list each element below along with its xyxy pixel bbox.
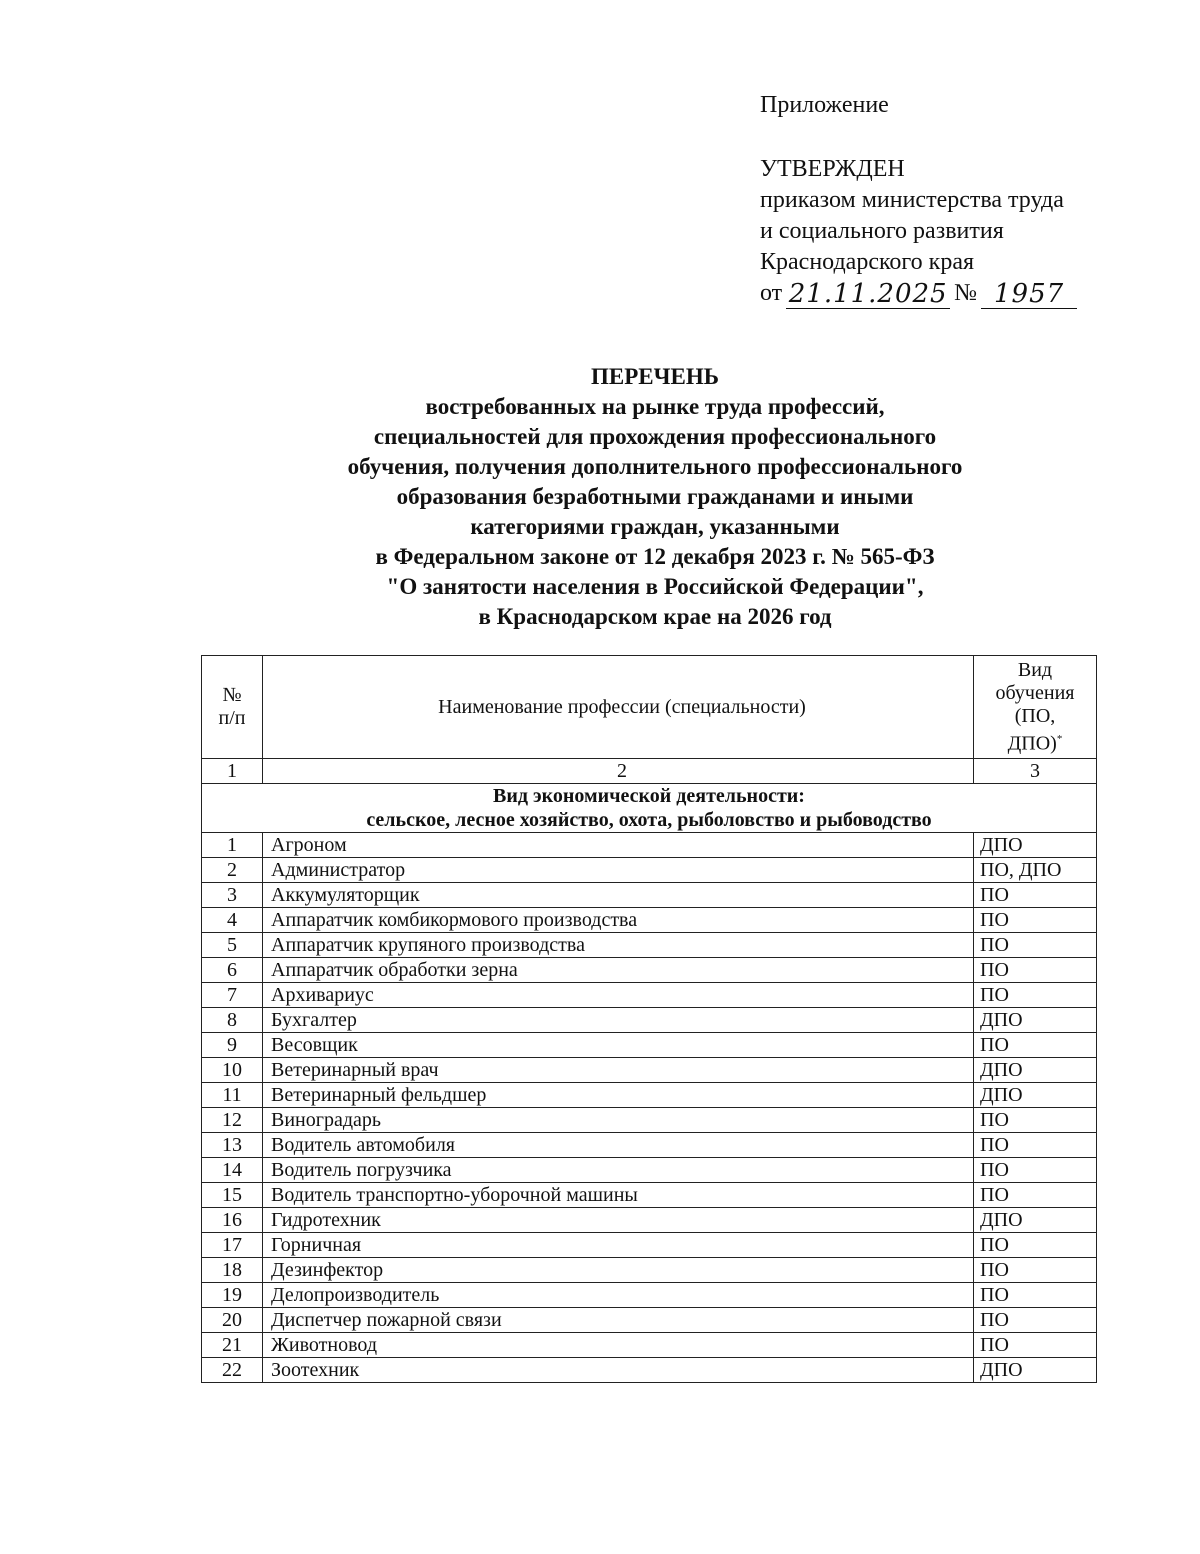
title-heading: ПЕРЕЧЕНЬ [591, 364, 719, 389]
row-number: 12 [202, 1108, 263, 1133]
row-profession-name: Горничная [263, 1233, 974, 1258]
row-profession-name: Делопроизводитель [263, 1283, 974, 1308]
table-row [202, 1283, 1097, 1308]
row-profession-name: Зоотехник [263, 1358, 974, 1383]
row-number: 4 [202, 908, 263, 933]
table-row [202, 1083, 1097, 1108]
approval-line-2: и социального развития [760, 218, 1004, 244]
row-profession-name: Ветеринарный фельдшер [263, 1083, 974, 1108]
row-profession-name: Бухгалтер [263, 1008, 974, 1033]
table-row [202, 1258, 1097, 1283]
table-row [202, 1033, 1097, 1058]
row-training-type: ПО [974, 1133, 1097, 1158]
row-training-type: ПО [974, 1033, 1097, 1058]
row-training-type: ДПО [974, 1058, 1097, 1083]
row-number: 7 [202, 983, 263, 1008]
section-row [202, 784, 1097, 833]
row-training-type: ПО [974, 1308, 1097, 1333]
table-row [202, 1333, 1097, 1358]
order-date-number [760, 278, 1180, 309]
row-training-type: ДПО [974, 1208, 1097, 1233]
section-title: Вид экономической деятельности: сельское, лесное хозяйство, охота, рыболовство и рыбоводство [202, 784, 1097, 833]
title-line: категориями граждан, указанными [470, 514, 840, 539]
title-line: обучения, получения дополнительного профессионального [347, 454, 963, 479]
table-row [202, 1108, 1097, 1133]
row-profession-name: Аппаратчик крупяного производства [263, 933, 974, 958]
title-line: образования безработными гражданами и иными [396, 484, 914, 509]
table-header-row [202, 656, 1097, 759]
row-profession-name: Диспетчер пожарной связи [263, 1308, 974, 1333]
table-row [202, 1133, 1097, 1158]
table-row [202, 1358, 1097, 1383]
approval-line-3: Краснодарского края [760, 249, 975, 275]
row-number: 22 [202, 1358, 263, 1383]
row-training-type: ПО [974, 1158, 1097, 1183]
row-training-type: ДПО [974, 833, 1097, 858]
row-training-type: ДПО [974, 1358, 1097, 1383]
number-label: № [954, 280, 978, 306]
row-training-type: ПО, ДПО [974, 858, 1097, 883]
row-number: 15 [202, 1183, 263, 1208]
row-profession-name: Водитель транспортно-уборочной машины [263, 1183, 974, 1208]
row-profession-name: Водитель погрузчика [263, 1158, 974, 1183]
row-number: 1 [202, 833, 263, 858]
row-training-type: ПО [974, 1183, 1097, 1208]
row-number: 6 [202, 958, 263, 983]
row-profession-name: Ветеринарный врач [263, 1058, 974, 1083]
row-training-type: ДПО [974, 1083, 1097, 1108]
title-line: специальностей для прохождения профессионального [373, 424, 937, 449]
row-number: 5 [202, 933, 263, 958]
row-training-type: ПО [974, 1233, 1097, 1258]
row-profession-name: Архивариус [263, 983, 974, 1008]
table-row [202, 1233, 1097, 1258]
approval-block [760, 90, 1180, 309]
table-row [202, 958, 1097, 983]
row-training-type: ПО [974, 883, 1097, 908]
row-profession-name: Дезинфектор [263, 1258, 974, 1283]
row-number: 17 [202, 1233, 263, 1258]
appendix-label: Приложение [760, 92, 889, 118]
row-profession-name: Гидротехник [263, 1208, 974, 1233]
column-number-3: 3 [974, 759, 1097, 784]
row-profession-name: Аккумуляторщик [263, 883, 974, 908]
title-line: "О занятости населения в Российской Федерации", [386, 574, 924, 599]
row-profession-name: Аппаратчик обработки зерна [263, 958, 974, 983]
column-number-1: 1 [202, 759, 263, 784]
row-number: 9 [202, 1033, 263, 1058]
row-training-type: ПО [974, 933, 1097, 958]
title-line: востребованных на рынке труда профессий, [425, 394, 885, 419]
professions-table [201, 655, 1097, 1383]
table-row [202, 908, 1097, 933]
row-training-type: ДПО [974, 1008, 1097, 1033]
row-number: 14 [202, 1158, 263, 1183]
column-number-2: 2 [263, 759, 974, 784]
row-number: 19 [202, 1283, 263, 1308]
handwritten-number: 1957 [981, 280, 1077, 309]
table-row [202, 983, 1097, 1008]
table-row [202, 1183, 1097, 1208]
row-number: 11 [202, 1083, 263, 1108]
approval-line-1: приказом министерства труда [760, 187, 1064, 213]
row-training-type: ПО [974, 1283, 1097, 1308]
row-number: 13 [202, 1133, 263, 1158]
row-number: 20 [202, 1308, 263, 1333]
table-row [202, 933, 1097, 958]
row-profession-name: Агроном [263, 833, 974, 858]
table-row [202, 1208, 1097, 1233]
row-number: 2 [202, 858, 263, 883]
row-profession-name: Водитель автомобиля [263, 1133, 974, 1158]
row-profession-name: Животновод [263, 1333, 974, 1358]
table-row [202, 883, 1097, 908]
handwritten-date: 21.11.2025 [786, 280, 950, 309]
row-number: 10 [202, 1058, 263, 1083]
row-number: 8 [202, 1008, 263, 1033]
table-row [202, 1058, 1097, 1083]
header-type: Вид обучения (ПО, ДПО)* [974, 656, 1097, 759]
from-label: от [760, 280, 783, 306]
row-number: 3 [202, 883, 263, 908]
document-title [200, 362, 1110, 632]
table-row [202, 1008, 1097, 1033]
table-row [202, 1308, 1097, 1333]
header-name: Наименование профессии (специальности) [263, 656, 974, 759]
row-number: 21 [202, 1333, 263, 1358]
table-row [202, 858, 1097, 883]
row-number: 18 [202, 1258, 263, 1283]
table-row [202, 833, 1097, 858]
row-profession-name: Администратор [263, 858, 974, 883]
column-numbers-row [202, 759, 1097, 784]
row-number: 16 [202, 1208, 263, 1233]
title-line: в Краснодарском крае на 2026 год [478, 604, 832, 629]
row-profession-name: Аппаратчик комбикормового производства [263, 908, 974, 933]
row-profession-name: Виноградарь [263, 1108, 974, 1133]
title-line: в Федеральном законе от 12 декабря 2023 г. № 565-ФЗ [375, 544, 935, 569]
header-number: № п/п [202, 656, 263, 759]
row-training-type: ПО [974, 1333, 1097, 1358]
row-training-type: ПО [974, 908, 1097, 933]
approved-label: УТВЕРЖДЕН [760, 156, 905, 182]
row-training-type: ПО [974, 983, 1097, 1008]
table-row [202, 1158, 1097, 1183]
row-training-type: ПО [974, 958, 1097, 983]
row-profession-name: Весовщик [263, 1033, 974, 1058]
row-training-type: ПО [974, 1258, 1097, 1283]
row-training-type: ПО [974, 1108, 1097, 1133]
